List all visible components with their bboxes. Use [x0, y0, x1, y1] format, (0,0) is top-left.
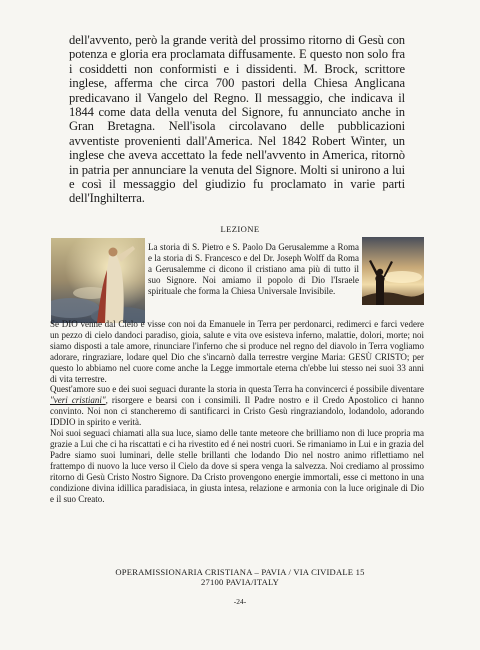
veri-cristiani-emphasis: "veri cristiani": [50, 395, 106, 406]
intro-text-block: [69, 33, 405, 206]
jesus-in-clouds-image: [51, 238, 145, 323]
lesson-paragraph-2-end: , risorgere e bearsi con i consimili. Il Padre nostro e il Credo Apostolico ci hanno convinto. Noi non ci stancheremo di santificarci in Cristo Gesù ringraziandolo, lodandolo, adorando IDDIO in spirito e verità.: [50, 395, 424, 428]
lesson-paragraph-2-start: Quest'amore suo e dei suoi seguaci durante la storia in questa Terra ha convincerci é possibile diventare: [50, 384, 424, 395]
footer-address-line-2: 27100 PAVIA/ITALY: [200, 577, 279, 587]
lesson-paragraph-2: [50, 384, 424, 428]
praying-figure-illustration: [362, 237, 424, 305]
lesson-paragraph-1: Se DIO venne dal Cielo e visse con noi da Emanuele in Terra per perdonarci, redimerci e farci vedere un pezzo di cielo dandoci paradiso, gioia, salute e vita ove esisteva inferno, malattie, dolori, morte; noi siamo disposti a tale amore, rinunciare l'inferno che si produce nel regno del diavolo in Terra vogliamo adorare, ringraziare, lodare quel Dio che s'incarnò dalla terrestre vergine Maria: GESÙ CRISTO; per questo lo abbiamo nel cuore come anche la Legge immortale eterna ch'ebbe lui stesso nei suoi 33 anni di vita terrestre.: [50, 319, 424, 384]
page-number: -24-: [233, 597, 247, 606]
lesson-paragraph-top: La storia di S. Pietro e S. Paolo Da Gerusalemme a Roma e la storia di S. Francesco e del Dr. Joseph Wolff da Roma a Gerusalemme ci dicono il cristiano ama più di tutto il suo Signore. Noi amiamo il popolo di Dio l'Israele spirituale che forma la Chiesa Universale Invisibile.: [148, 242, 359, 296]
intro-paragraph: dell'avvento, però la grande verità del prossimo ritorno di Gesù con potenza e gloria era proclamata diffusamente. E questo non solo fra i cosiddetti non conformisti e i dissidenti. M. Brock, scrittore inglese, afferma che circa 700 pastori della Chiesa Anglicana predicavano il Vangelo del Regno. Il messaggio, che indicava il 1844 come data della venuta del Signore, fu annunciato anche in Gran Bretagna. Nell'isola circolavano delle pubblicazioni avventiste provenienti dall'America. Nel 1842 Robert Winter, un inglese che aveva accettato la fede nell'avvento in America, ritornò in patria per annunciare la venuta del Signore. Molti si unirono a lui e così il messaggio del giudizio fu proclamato in varie parti dell'Inghilterra.: [69, 33, 405, 206]
footer-address-line-1: OPERAMISSIONARIA CRISTIANA – PAVIA / VIA CIVIDALE 15: [115, 567, 365, 577]
lesson-main-text: [50, 319, 424, 504]
lesson-top-text: [148, 242, 359, 297]
praying-figure-sunset-image: [362, 237, 424, 305]
lesson-paragraph-3: Noi suoi seguaci chiamati alla sua luce, siamo delle tante meteore che brilliamo non di luce propria ma grazie a Lui che ci ha riscattati e ci ha rivestito ed é nei nostri cuori. Se rimaniamo in Lui e in grazia del Padre siamo suoi luminari, delle stelle brillanti che lodando Dio nel nostro animo riflettiamo nel frattempo di nuovo la luce verso il Cielo da dove si spera venga la salvezza. Noi crediamo al prossimo ritorno di Gesù Cristo Nostro Signore. Da Cristo provengono energie immortali, esse ci mettono in una condizione divina idillica paradisiaca, in giusta intesa, relazione e armonia con la luce originale di Dio e il suo Creato.: [50, 428, 424, 504]
lesson-heading: LEZIONE: [220, 224, 260, 234]
publisher-footer: [0, 567, 480, 587]
jesus-in-clouds-illustration: [51, 238, 145, 323]
